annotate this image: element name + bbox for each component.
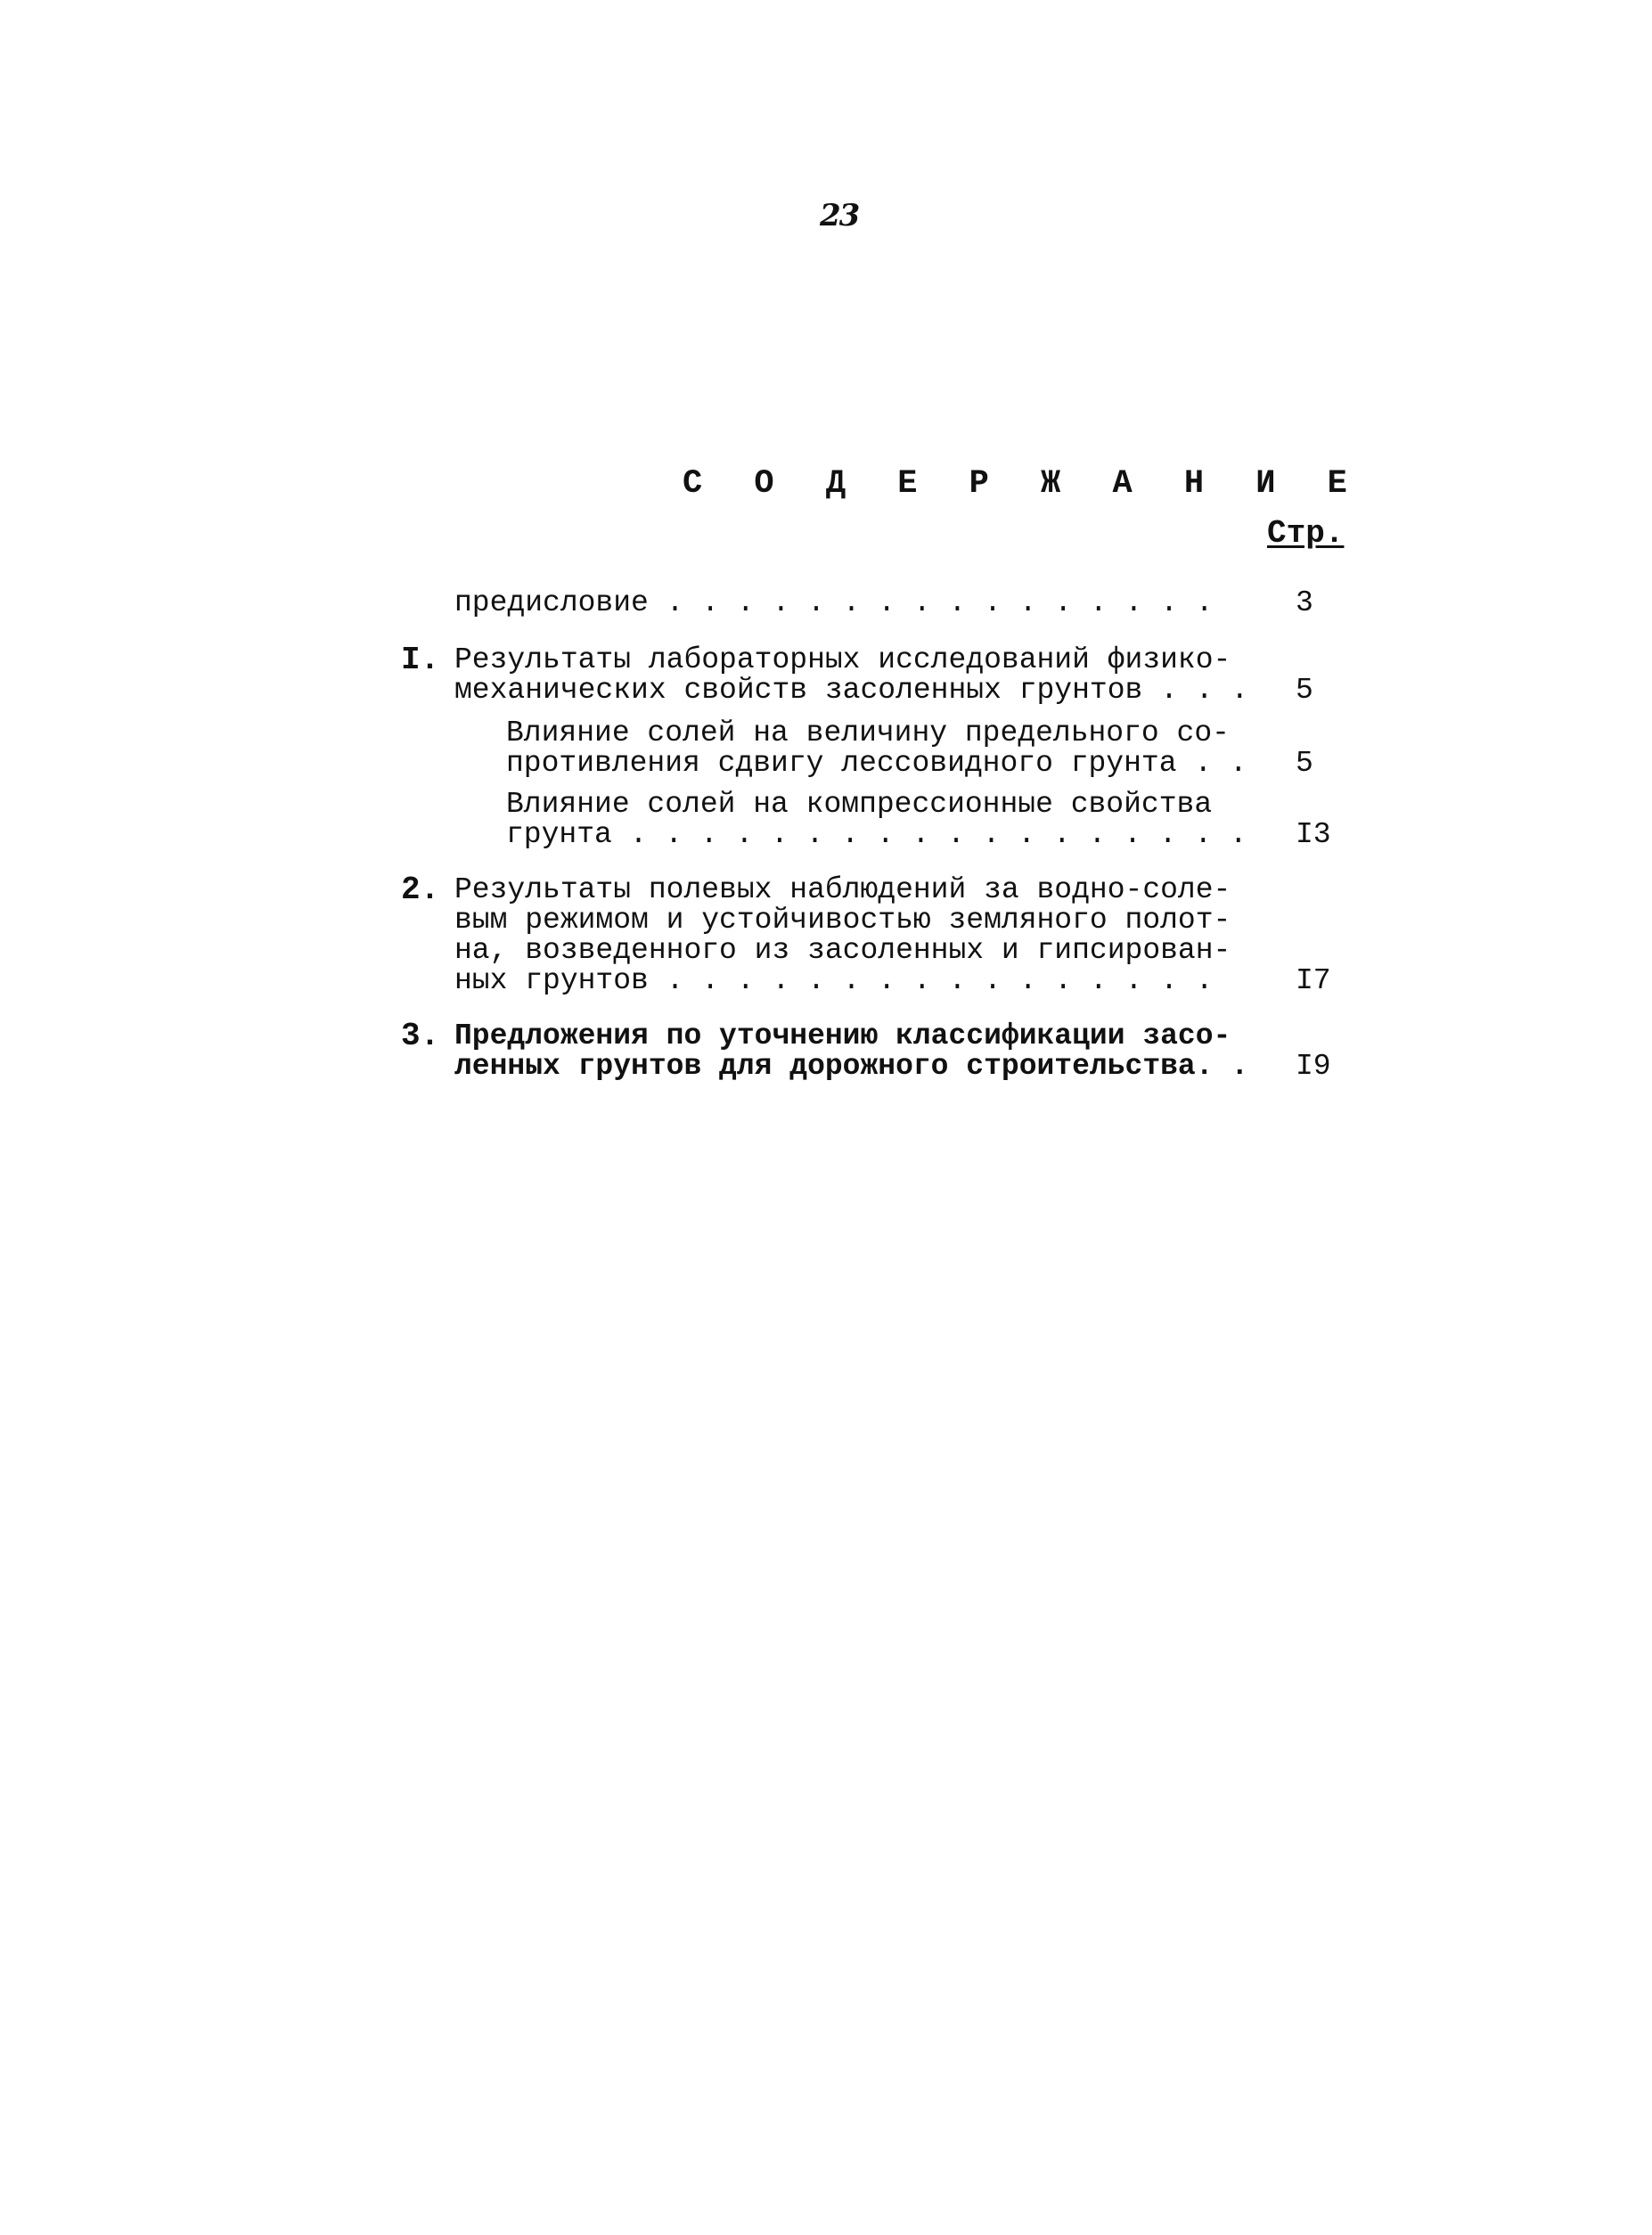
- toc-entry-line: Влияние солей на компрессионные свойства: [506, 788, 1213, 821]
- toc-entry-page: 5: [1296, 674, 1313, 707]
- toc-entry-line: Результаты лабораторных исследований физико-: [454, 643, 1231, 676]
- page-number: 23: [820, 198, 859, 233]
- toc-entry-line: Результаты полевых наблюдений за водно-соле-: [454, 873, 1231, 906]
- toc-title: С О Д Е Р Ж А Н И Е: [683, 465, 1363, 503]
- toc-entry-line: ных грунтов . . . . . . . . . . . . . . . .: [454, 964, 1214, 997]
- toc-entry-page: I7: [1296, 964, 1331, 997]
- toc-entry-line: вым режимом и устойчивостью земляного полот-: [454, 904, 1231, 937]
- toc-entry-line: на, возведенного из засоленных и гипсирован-: [454, 934, 1231, 967]
- toc-entry-number: 3.: [401, 1018, 440, 1054]
- toc-entry-line: Влияние солей на величину предельного со-: [506, 716, 1230, 749]
- toc-entry-number: 2.: [401, 872, 440, 908]
- toc-entry-page: 5: [1296, 747, 1313, 780]
- toc-entry-number: I.: [401, 642, 440, 678]
- page-column-header: Стр.: [1267, 515, 1345, 552]
- toc-entry-line: ленных грунтов для дорожного строительства. .: [454, 1050, 1249, 1083]
- toc-entry-line: грунта . . . . . . . . . . . . . . . . . .: [506, 818, 1247, 851]
- toc-entry-page: 3: [1296, 586, 1313, 619]
- toc-entry-line: Предложения по уточнению классификации засо-: [454, 1019, 1231, 1052]
- toc-entry-line: предисловие . . . . . . . . . . . . . . . .: [454, 586, 1214, 619]
- toc-entry-page: I3: [1296, 818, 1331, 851]
- toc-entry-page: I9: [1296, 1050, 1331, 1083]
- toc-entry-line: противления сдвигу лессовидного грунта . .: [506, 747, 1247, 780]
- toc-entry-line: механических свойств засоленных грунтов . . .: [454, 674, 1249, 707]
